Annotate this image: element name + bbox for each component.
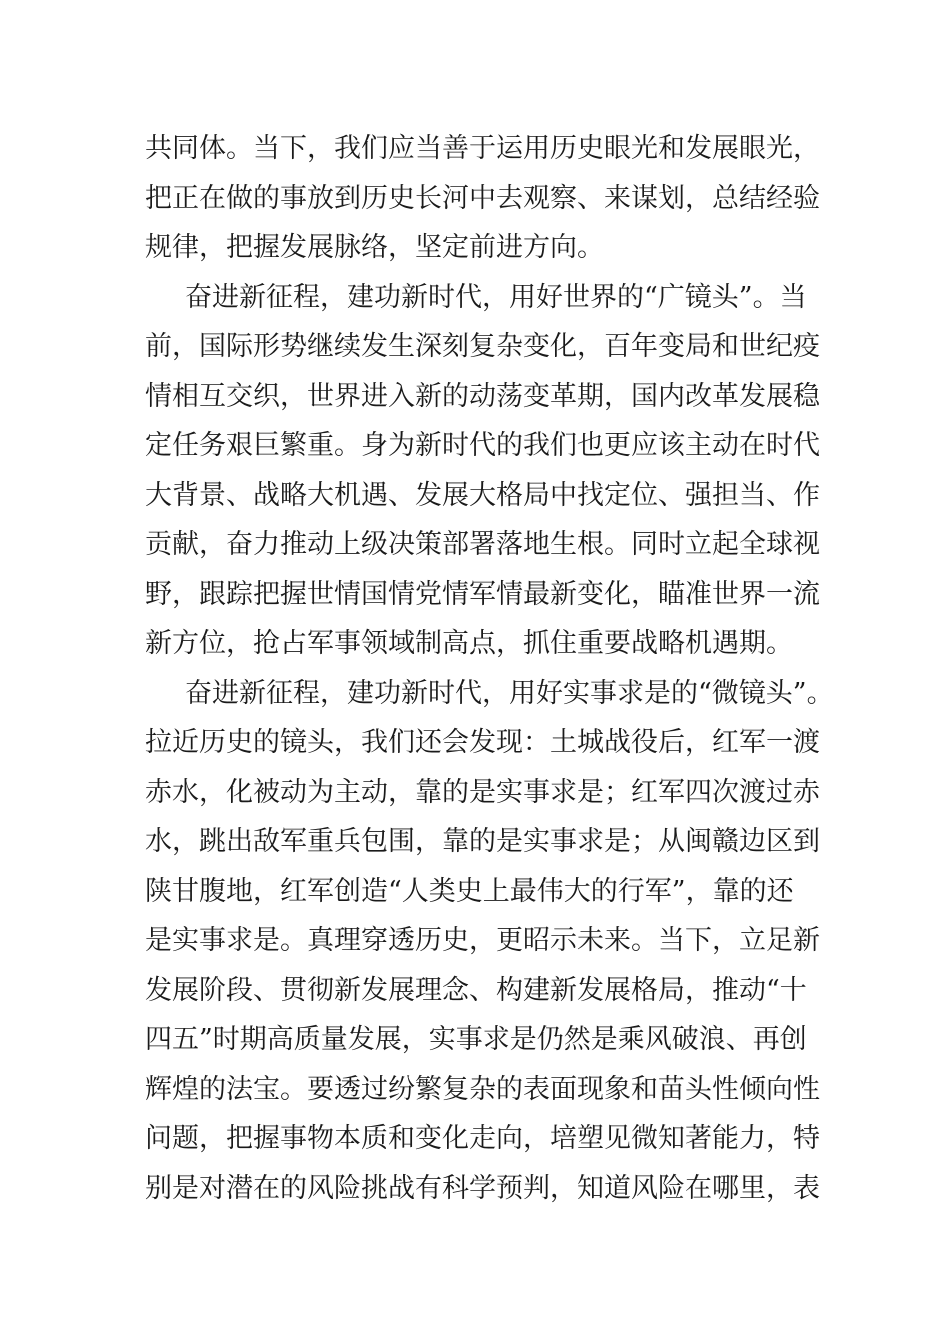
paragraph-1 — [145, 124, 825, 273]
text-line: 前，国际形势继续发生深刻复杂变化，百年变局和世纪疫 — [145, 331, 820, 362]
text-line: 辉煌的法宝。要透过纷繁复杂的表面现象和苗头性倾向性 — [145, 1073, 820, 1105]
text-line: 奋进新征程，建功新时代，用好世界的“广镜头”。当 — [185, 281, 807, 313]
text-line: 发展阶段、贯彻新发展理念、构建新发展格局，推动“十 — [145, 974, 807, 1006]
text-line: 共同体。当下，我们应当善于运用历史眼光和发展眼光， — [145, 133, 820, 164]
text-line: 情相互交织，世界进入新的动荡变革期，国内改革发展稳 — [145, 380, 820, 412]
body-text — [145, 124, 834, 1213]
text-line: 水，跳出敌军重兵包围，靠的是实事求是；从闽赣边区到 — [145, 826, 820, 857]
text-line: 问题，把握事物本质和变化走向，培塑见微知著能力，特 — [145, 1123, 820, 1154]
text-line: 把正在做的事放到历史长河中去观察、来谋划，总结经验 — [145, 182, 820, 214]
text-line: 新方位，抢占军事领域制高点，抓住重要战略机遇期。 — [145, 628, 793, 659]
text-line: 规律，把握发展脉络，坚定前进方向。 — [145, 232, 604, 263]
paragraph-2 — [145, 273, 825, 669]
text-line: 野，跟踪把握世情国情党情军情最新变化，瞄准世界一流 — [145, 578, 820, 610]
paragraph-3 — [145, 669, 834, 1214]
text-line: 奋进新征程，建功新时代，用好实事求是的“微镜头”。 — [185, 677, 834, 709]
text-line: 别是对潜在的风险挑战有科学预判，知道风险在哪里，表 — [145, 1172, 820, 1204]
text-line: 是实事求是。真理穿透历史，更昭示未来。当下，立足新 — [145, 925, 820, 956]
text-line: 四五”时期高质量发展，实事求是仍然是乘风破浪、再创 — [145, 1024, 807, 1055]
text-line: 大背景、战略大机遇、发展大格局中找定位、强担当、作 — [145, 479, 820, 511]
text-line: 赤水，化被动为主动，靠的是实事求是；红军四次渡过赤 — [145, 776, 820, 808]
text-line: 定任务艰巨繁重。身为新时代的我们也更应该主动在时代 — [145, 430, 820, 461]
text-line: 陕甘腹地，红军创造“人类史上最伟大的行军”，靠的还 — [145, 875, 794, 907]
text-line: 贡献，奋力推动上级决策部署落地生根。同时立起全球视 — [145, 529, 820, 560]
text-line: 拉近历史的镜头，我们还会发现：土城战役后，红军一渡 — [145, 727, 820, 758]
